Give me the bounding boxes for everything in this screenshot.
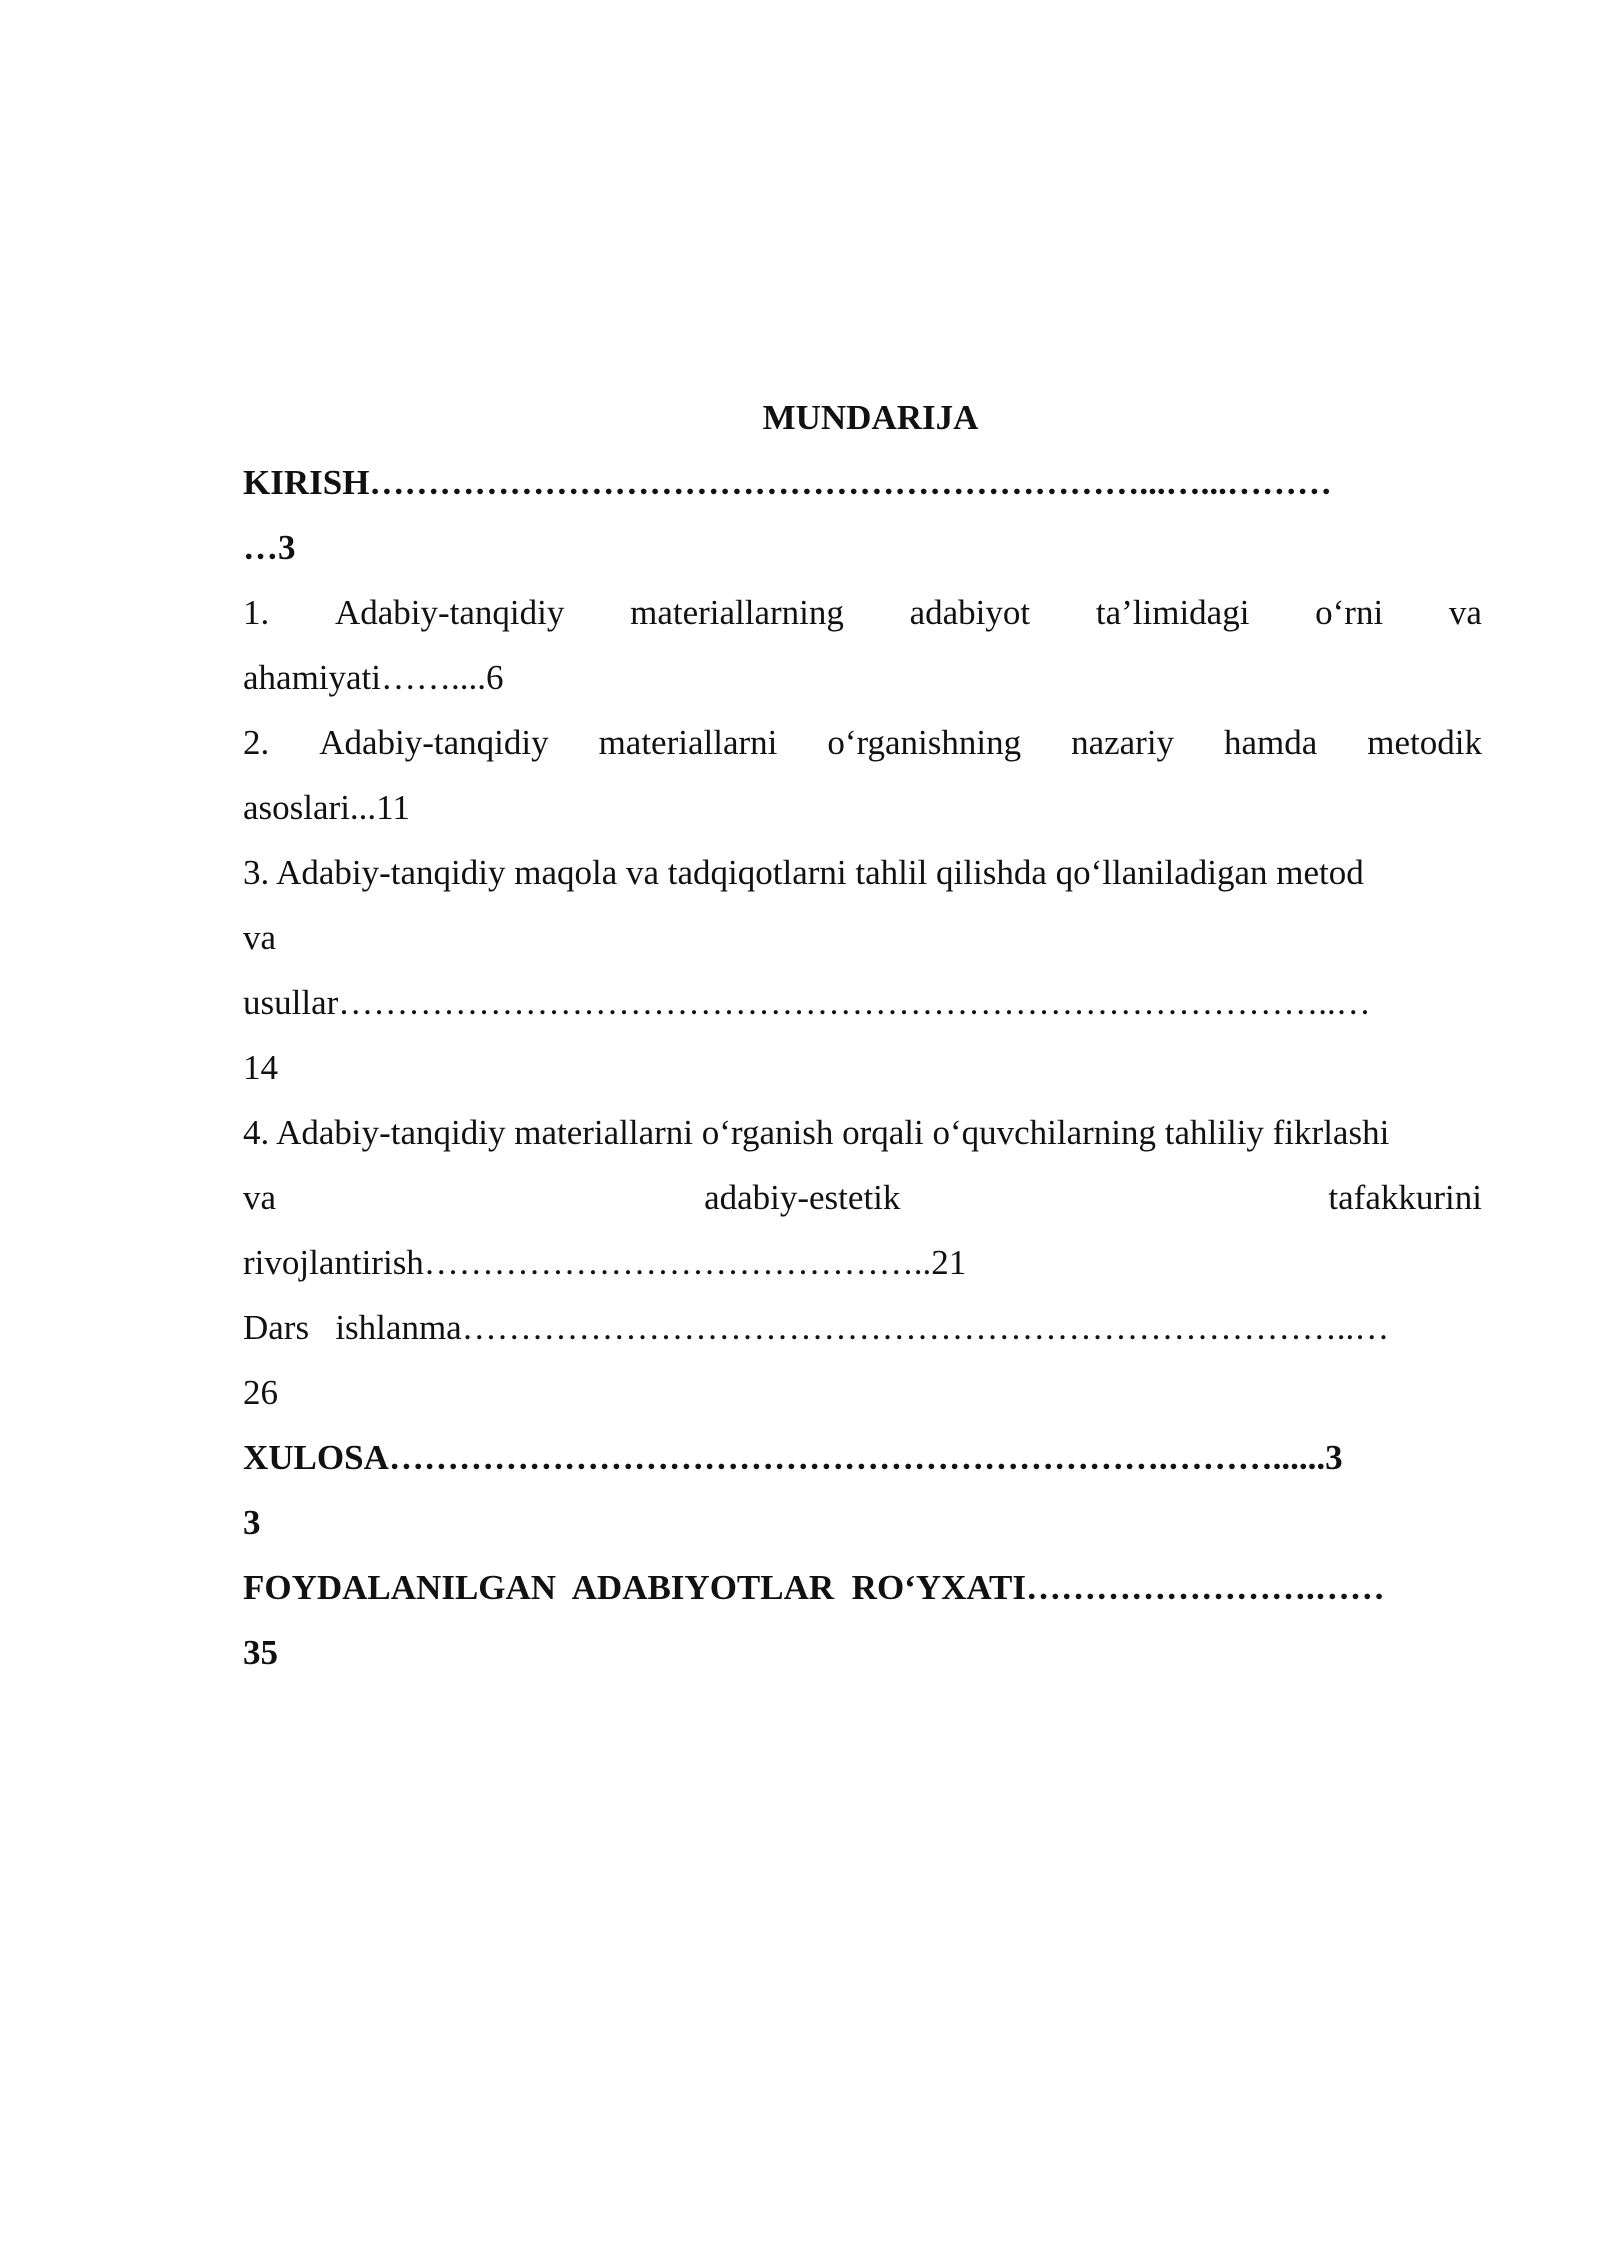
toc-entry-kirish: KIRISH…………………………………………………………...…...……… <box>243 463 1332 502</box>
toc-word: hamda <box>1224 723 1318 762</box>
toc-word: va <box>1448 593 1482 632</box>
toc-entry-chapter-2 <box>243 710 1482 775</box>
toc-entry-kirish-page: …3 <box>243 528 296 567</box>
toc-word: tafakkurini <box>1328 1178 1482 1217</box>
toc-entry-chapter-2-page: asoslari...11 <box>243 788 410 827</box>
toc-entry-chapter-1-page: ahamiyati……....6 <box>243 658 504 697</box>
toc-entry-chapter-3: 3. Adabiy-tanqidiy maqola va tadqiqotlarni tahlil qilishda qo‘llaniladigan metod <box>243 853 1364 892</box>
toc-word: o‘rni <box>1315 593 1384 632</box>
toc-entry-chapter-3-page: 14 <box>243 1048 278 1087</box>
toc-entry-chapter-4-cont <box>243 1165 1482 1230</box>
toc-word: adabiy-estetik <box>704 1178 901 1217</box>
toc-word: nazariy <box>1071 723 1175 762</box>
table-of-contents <box>243 385 1482 1685</box>
toc-entry-dars-ishlanma-page: 26 <box>243 1373 278 1412</box>
toc-word: materiallarning <box>630 593 844 632</box>
toc-word: Adabiy-tanqidiy <box>334 593 565 632</box>
toc-word: materiallarni <box>598 723 778 762</box>
toc-entry-chapter-4: 4. Adabiy-tanqidiy materiallarni o‘rganish orqali o‘quvchilarning tahliliy fikrlashi <box>243 1113 1390 1152</box>
toc-word: o‘rganishning <box>827 723 1022 762</box>
toc-entry-chapter-1 <box>243 580 1482 645</box>
toc-word: adabiyot <box>909 593 1031 632</box>
toc-entry-chapter-3-leader: usullar…………………………………………………………………………..… <box>243 983 1371 1022</box>
toc-word: metodik <box>1367 723 1482 762</box>
toc-word: ta’limidagi <box>1095 593 1250 632</box>
toc-title: MUNDARIJA <box>762 398 979 437</box>
toc-word: va <box>243 1178 277 1217</box>
toc-entry-dars-ishlanma: Dars ishlanma…………………………………………………………………..… <box>243 1308 1390 1347</box>
toc-word: 2. <box>243 723 270 762</box>
toc-word: Adabiy-tanqidiy <box>319 723 549 762</box>
toc-entry-xulosa-page: 3 <box>243 1503 261 1542</box>
toc-word: 1. <box>243 593 270 632</box>
toc-entry-chapter-3-cont: va <box>243 918 277 957</box>
toc-entry-chapter-4-page: rivojlantirish……………………………………..21 <box>243 1243 967 1282</box>
toc-entry-references-page: 35 <box>243 1633 278 1672</box>
toc-entry-xulosa: XULOSA………………………………………………………….………......3 <box>243 1438 1343 1477</box>
toc-entry-references: FOYDALANILGAN ADABIYOTLAR RO‘YXATI…………………….…… <box>243 1568 1385 1607</box>
